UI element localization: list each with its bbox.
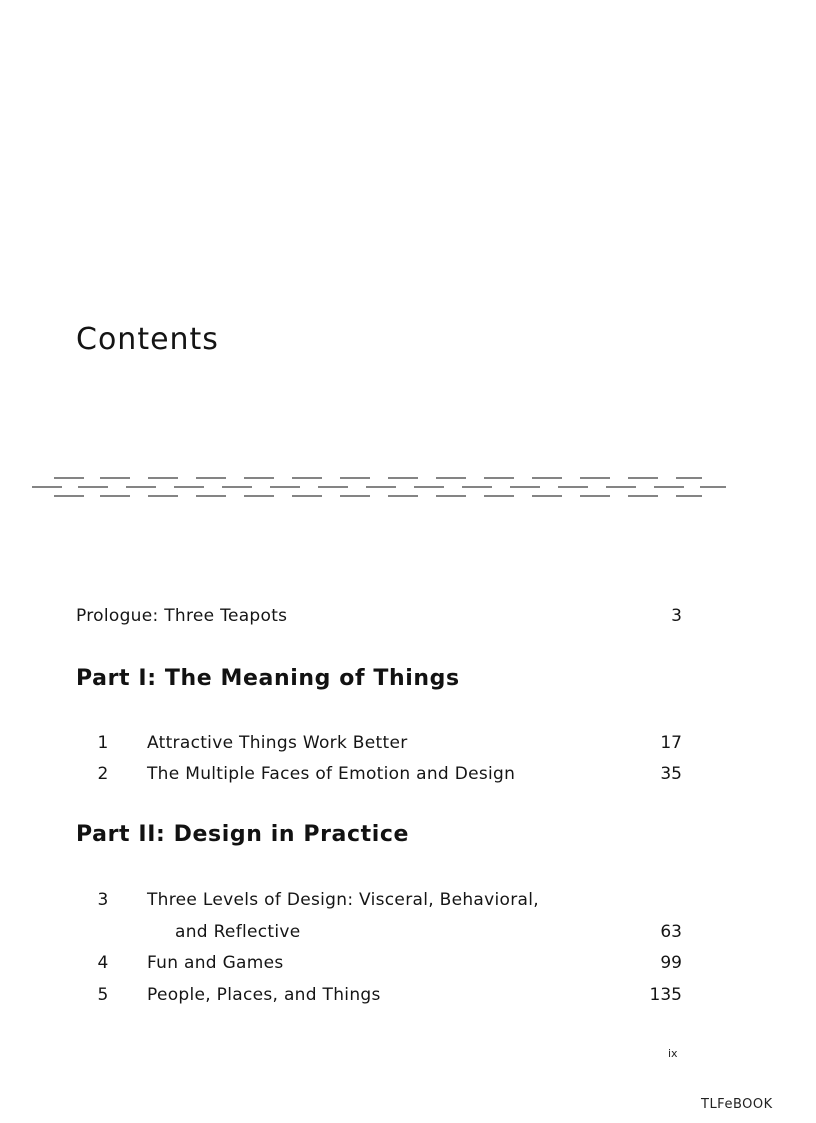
part-2-heading: Part II: Design in Practice [76, 822, 410, 847]
toc-prologue-page: 3 [671, 606, 682, 626]
chapter-1-title: Attractive Things Work Better [147, 733, 408, 753]
chapter-5-title: People, Places, and Things [147, 985, 381, 1005]
chapter-4-title: Fun and Games [147, 953, 284, 973]
chapter-4-page: 99 [660, 953, 682, 973]
chapter-4-number: 4 [97, 953, 109, 973]
decorative-dash-rule [32, 474, 726, 504]
chapter-3-title: Three Levels of Design: Visceral, Behavioral, [147, 890, 539, 910]
chapter-1-page: 17 [660, 733, 682, 753]
toc-prologue-title: Prologue: Three Teapots [76, 606, 288, 626]
chapter-3-page: 63 [660, 922, 682, 942]
page-folio: ix [668, 1047, 678, 1060]
chapter-3-title-continued: and Reflective [175, 922, 301, 942]
chapter-5-number: 5 [97, 985, 109, 1005]
watermark-text: TLFeBOOK [701, 1097, 773, 1112]
chapter-2-page: 35 [660, 764, 682, 784]
chapter-3-number: 3 [97, 890, 109, 910]
page-title: Contents [76, 322, 219, 357]
part-1-heading: Part I: The Meaning of Things [76, 666, 460, 691]
chapter-2-number: 2 [97, 764, 109, 784]
chapter-5-page: 135 [649, 985, 682, 1005]
chapter-1-number: 1 [97, 733, 109, 753]
chapter-2-title: The Multiple Faces of Emotion and Design [147, 764, 516, 784]
